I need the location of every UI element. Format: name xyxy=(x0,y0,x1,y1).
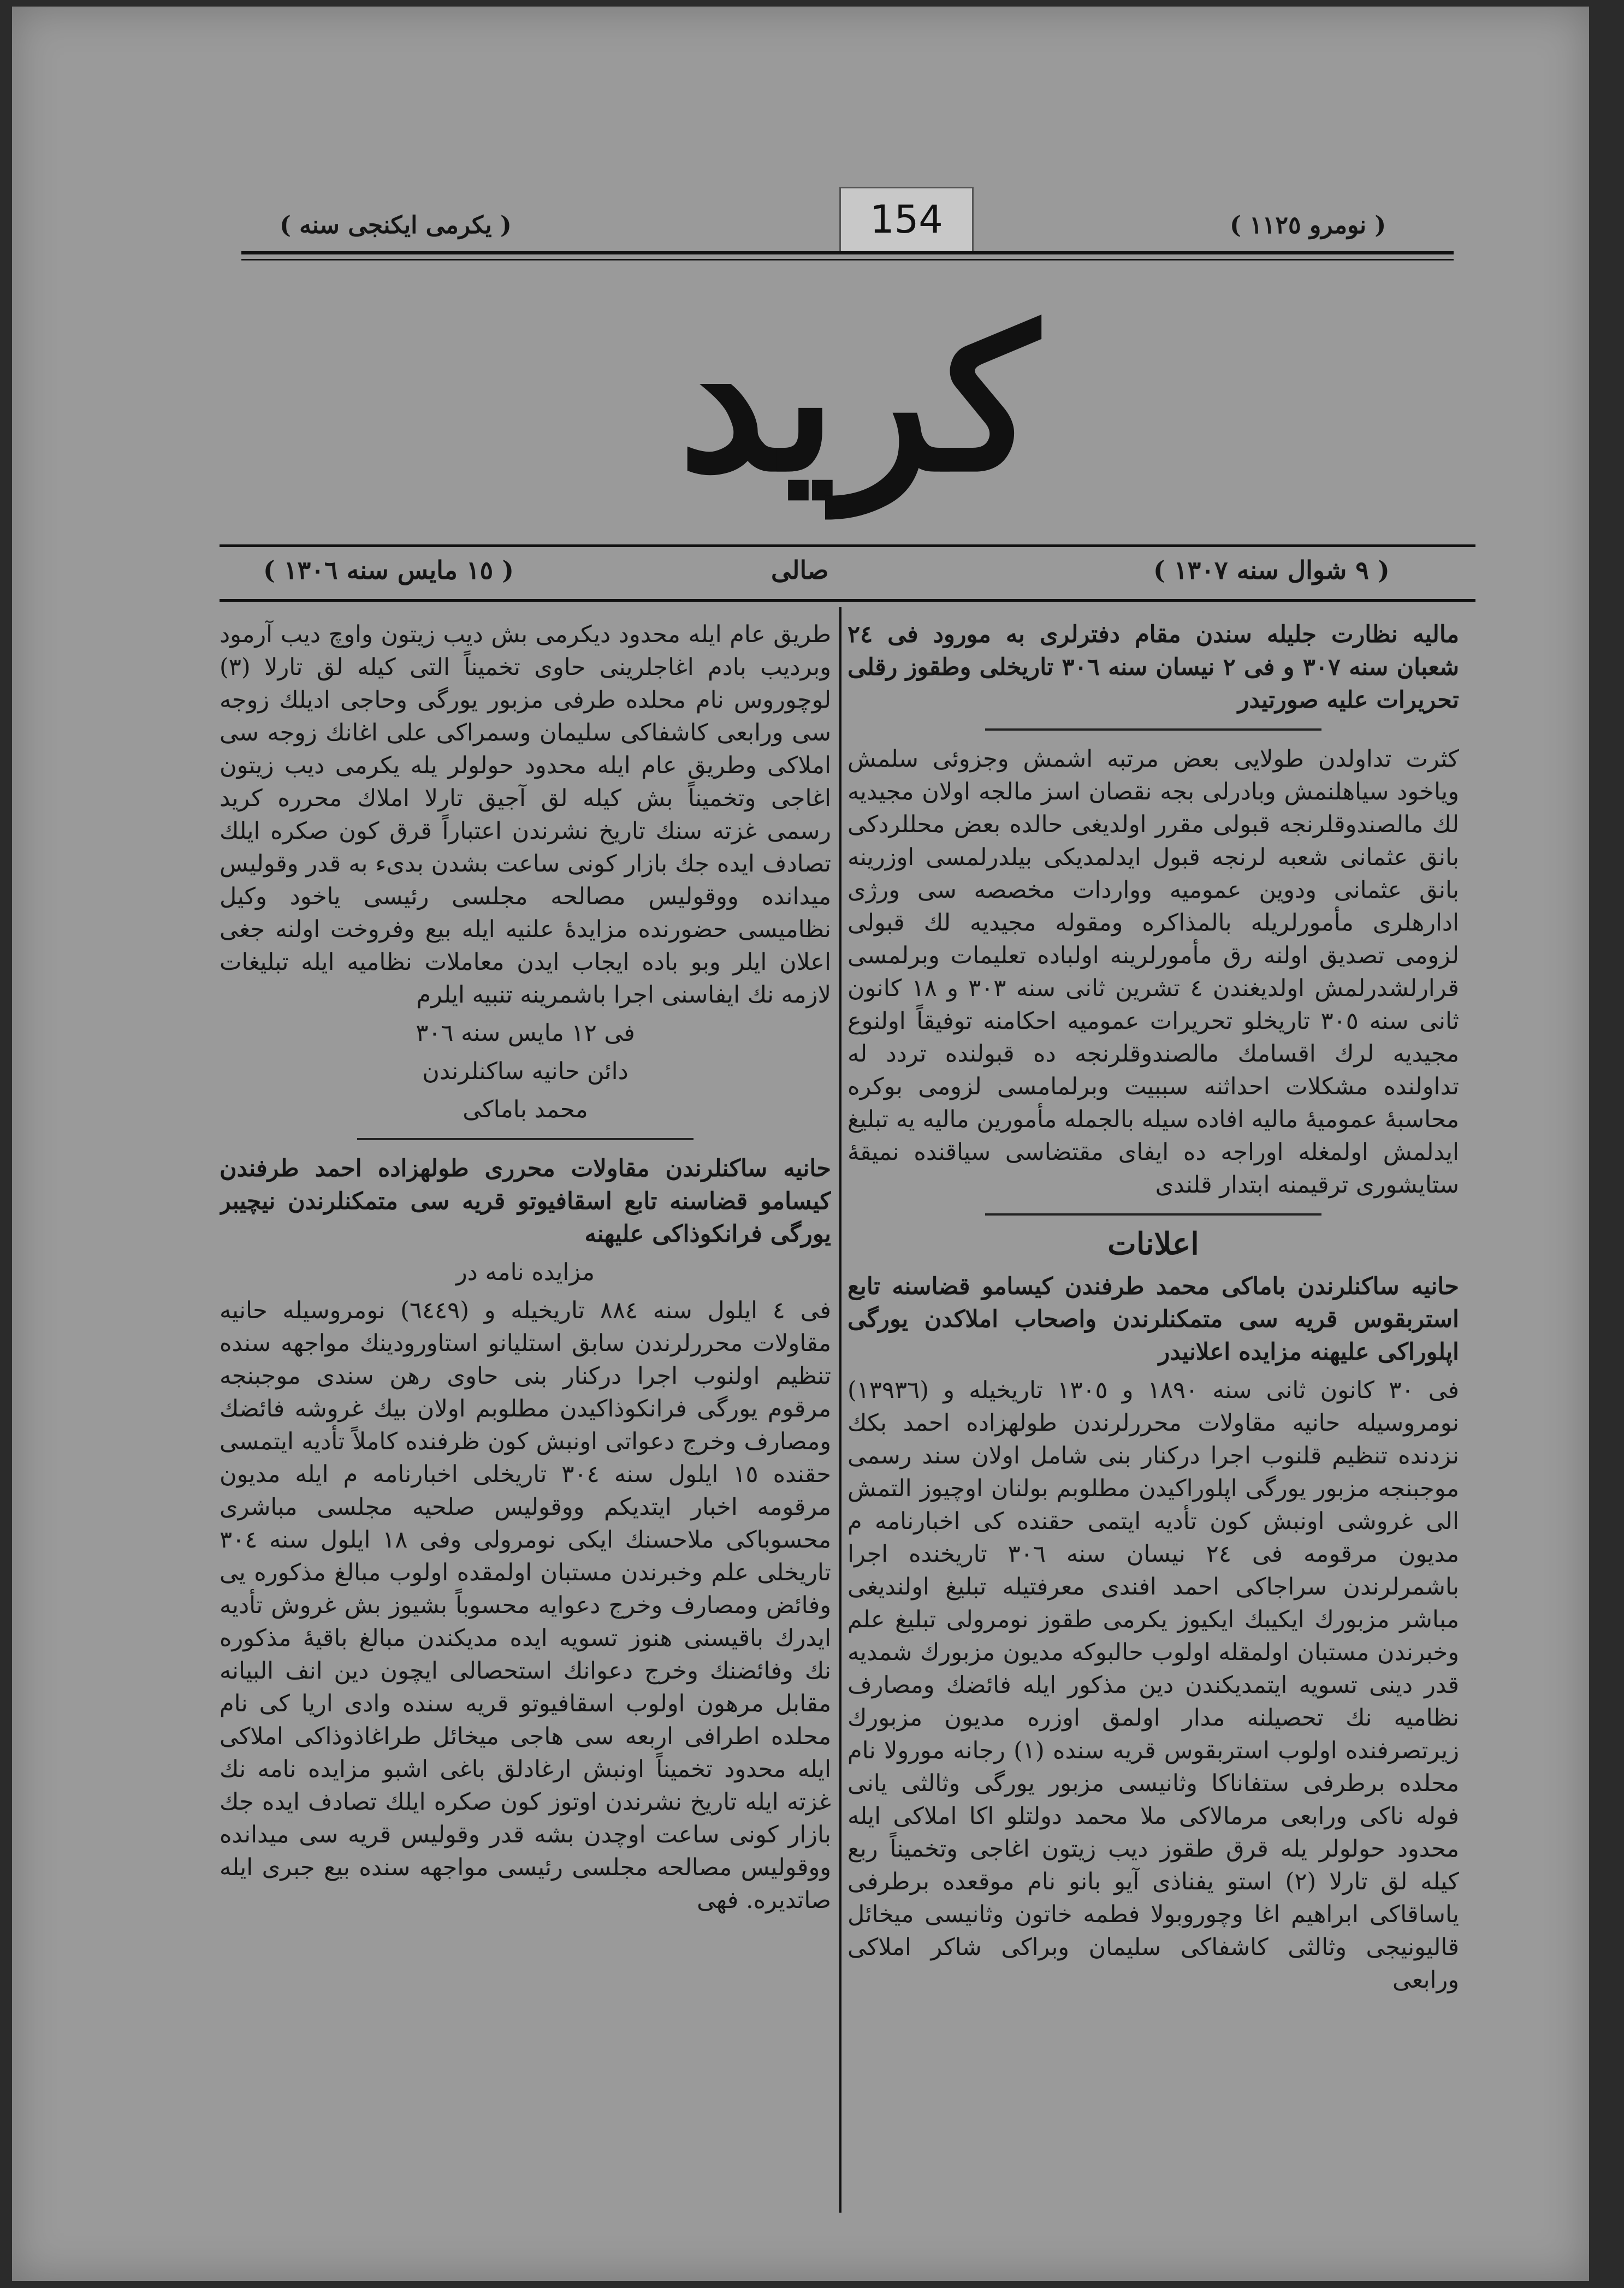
dateline-rule xyxy=(220,599,1475,602)
left-column xyxy=(220,618,831,2213)
section-divider xyxy=(985,1213,1321,1216)
day-of-week: صالى xyxy=(771,555,829,585)
signature-line-1: دائن حانيه ساكنلرندن xyxy=(422,1058,629,1085)
newspaper-page xyxy=(12,7,1589,2281)
second-notice-subtitle: مزايده نامه در xyxy=(455,1259,595,1286)
year-label: ( يكرمى ايكنجى سنه ) xyxy=(280,211,512,239)
second-notice-body: فى ٤ ايلول سنه ٨٨٤ تاريخيله و (٦٤٤٩) نومروسيله حانيه مقاولات محررلرندن سابق استليانو استاورودينك مواجهه سنده تنظيم اولنوب اجرا دركنار بنى حاوى رهن سندى موجبنجه مرقوم يورگى فرانكوذاكيدن مطلوبم اولان بيك غروشه فائضك ومصارف وخرج دعواتى اونبش كون ظرفنده كاملاً تأديه ايتمسى حقنده ١٥ ايلول سنه ٣٠٤ تاريخلى اخبارنامه م ايله مديون مرقومه اخبار ايتديكم ووقوليس صلحيه مجلسى مباشرى محسوباكى ملاحسنك ايكى نومرولى وفى ١٨ ايلول سنه ٣٠٤ تاريخلى علم وخبرندن مستبان اولمقده اولوب مبالغ مذكوره يى وفائض ومصارف وخرج دعوايه محسوباً بشيوز بش غروش تأديه ايدرك باقيسنى هنوز تسويه ايده مديكندن مبالغ باقيهٔ مذكوره نك وفائضنك وخرج دعوانك استحصالى ايچون دين انف البيانه مقابل مرهون اولوب اسقافيوتو قريه سنده وادى اريا كى نام محلده اطرافى اربعه سى هاجى ميخائل طراغاذوذاكى املاكى ايله محدود تخميناً اونبش ارغادلق باغى اشبو مزايده نامه نك غزته ايله تاريخ نشرندن اوتوز كون صكره ايلك تصادف ايده جك بازار كونى ساعت اوچدن بشه قدر وقوليس قريه سى ميدانده ووقوليس مصالحه مجلسى رئيسى مواجهه سنده بيع جبرى ايله صاتديره. فهى xyxy=(220,1297,831,1914)
right-column xyxy=(847,618,1459,2213)
newspaper-title: كريد xyxy=(678,284,1039,515)
column-divider xyxy=(839,607,841,2213)
signature-line-2: محمد باماكى xyxy=(463,1096,588,1123)
official-notice-heading: ماليه نظارت جليله سندن مقام دفترلرى به مورود فى ٢٤ شعبان سنه ٣٠٧ و فى ٢ نيسان سنه ٣٠٦ تاريخلى وطقوز رقلى تحريرات عليه صورتيدر xyxy=(847,621,1459,714)
header-rule-top-thin xyxy=(241,259,1454,260)
announcement-heading: حانيه ساكنلرندن باماكى محمد طرفندن كيسامو قضاسنه تابع استربقوس قريه سى متمكنلرندن واصحاب املاكدن يورگى اپلوراكى عليهنه مزايده اعلانيدر xyxy=(847,1273,1459,1366)
archive-stamp-number: 154 xyxy=(839,187,974,253)
issue-number: ( نومرو ١١٢٥ ) xyxy=(1230,211,1386,239)
second-notice-heading: حانيه ساكنلرندن مقاولات محررى طولهزاده احمد طرفندن كيسامو قضاسنه تابع اسقافيوتو قريه سى متمكنلرندن نيچيبر يورگى فرانكوذاكى عليهنه xyxy=(220,1155,831,1248)
announcement-body: فى ٣٠ كانون ثانى سنه ١٨٩٠ و ١٣٠٥ تاريخيله و (١٣٩٣٦) نومروسيله حانيه مقاولات محررلرندن طولهزاده احمد بكك نزدنده تنظيم قلنوب اجرا دركنار بنى شامل اولان سند رسمى موجبنجه مزبور يورگى اپلوراكيدن مطلوبم بولنان اوچيوز التمش الى غروشى اونبش كون تأديه ايتمى حقنده كى اخبارنامه م مديون مرقومه فى ٢٤ نيسان سنه ٣٠٦ تاريخنده اجرا باشمرلرندن سراجاكى احمد افندى معرفتيله تبليغ اولنديغى مباشر مزبورك ايكيبك ايكيوز يكرمى طقوز نومرولى تبليغ علم وخبرندن مستبان اولمقله اولوب حالبوكه مديون مزبورك شمديه قدر دينى تسويه ايتمديكندن دين مذكور ايله فائضك ومصارف نظاميه نك تحصيلنه مدار اولمق اوزره مديون مزبورك زيرتصرفنده اولوب استربقوس قريه سنده (١) رجانه مورولا نام محلده برطرفى ستفاناكا وثانيسى مزبور يورگى وثالثى يانى فوله ناكى ورابعى مرمالاكى ملا محمد دولتلو اكا املاكى ايله محدود حولولر يله قرق طقوز ديب زيتون اغاجى وتخميناً ربع كيله لق تارلا (٢) استو يفناذى آيو بانو نام موقعده برطرفى ياساقاكى ابراهيم اغا وچوروبولا فطمه خاتون وثانيسى ميخائل قاليونيجى وثالثى كاشفاكى سليمان وبراكى شاكر املاكى ورابعى xyxy=(847,1377,1459,1994)
continued-notice: طريق عام ايله محدود ديكرمى بش ديب زيتون واوچ ديب آرمود وبرديب بادم اغاجلرينى حاوى تخميناً التى كيله لق تارلا (٣) لوچوروس نام محلده طرفى مزبور يورگى وحاجى اديلك زوجه سى ورابعى كاشفاكى سليمان وسمراكى على اغانك زوجه سى املاكى وطريق عام ايله محدود حولولر يله يكرمى ديب زيتون اغاجى وتخميناً بش كيله لق آجيق تارلا املاك محرره كريد رسمى غزته سنك تاريخ نشرندن اعتباراً قرق كون صكره ايلك تصادف ايده جك بازار كونى ساعت بشدن بدىء به قدر وقوليس ميدانده ووقوليس مصالحه مجلسى رئيسى ياخود وكيل نظاميسى حضورنده مزايدهٔ علنيه ايله بيع وفروخت اولنه جغى اعلان ايلر وبو باده ايجاب ايدن معاملات نظاميه ايله تبليغات لازمه نك ايفاسنى اجرا باشمرينه تنبيه ايلرم xyxy=(220,621,831,1009)
left-divider xyxy=(357,1138,694,1140)
date-rumi: ( ١٥ مايس سنه ١٣٠٦ ) xyxy=(263,555,514,585)
notice-date: فى ١٢ مايس سنه ٣٠٦ xyxy=(416,1019,635,1047)
header-rule-top xyxy=(241,251,1454,254)
notice-divider xyxy=(985,728,1321,731)
official-notice-body: كثرت تداولدن طولايى بعض مرتبه اشمش وجزوئى سلمش وياخود سياهلنمش وبادرلى بجه نقصان اسز مالجه اولان مجيديه لك مالصندوقلرنجه قبولى مقرر اولديغى حالده بعض محللردكى بانق عثمانى شعبه لرنجه قبول ايدلمديكى بيلدرلمسى اوزرينه بانق عثمانى ودوين عموميه وواردات مخصصه سى ورژى ادارهلرى مأمورلريله بالمذاكره ومقوله مجيديه لك قبولى لزومى تصديق اولنه رق مأمورلرينه اولباده تعليمات وبرلمسى قرارلشدرلمش اولديغندن ٤ تشرين ثانى سنه ٣٠٣ و ١٨ كانون ثانى سنه ٣٠٥ تاريخلو تحريرات عموميه احكامنه توفيقاً اولنوع مجيديه لرك اقسامك مالصندوقلرنجه ده قبولنده تردد له تداولنده مشكلات احداثنه سببيت وبرلمامسى لزومى بوكره محاسبهٔ عموميهٔ ماليه افاده سيله بالجمله مأمورين ماليه يه تبليغ ايدلمش اولمغله اوراجه ده ايفاى مقتضاسى سياقنده نميقهٔ ستايشورى ترقيمنه ابتدار قلندى xyxy=(847,745,1459,1199)
date-hijri: ( ٩ شوال سنه ١٣٠٧ ) xyxy=(1153,555,1390,585)
announcements-title: اعلانات xyxy=(1107,1226,1199,1262)
masthead-rule xyxy=(220,544,1475,547)
